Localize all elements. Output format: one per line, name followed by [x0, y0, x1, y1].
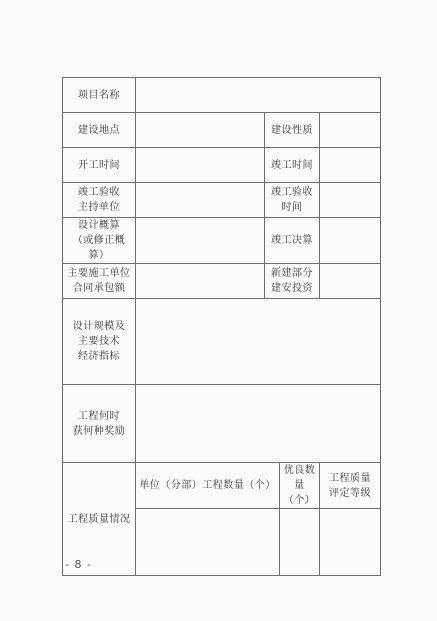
nature-field[interactable]: [320, 113, 381, 148]
contractor-label: 主要施工单位 合同承包额: [63, 264, 136, 299]
row-contract: [63, 264, 381, 299]
awards-field[interactable]: [136, 385, 381, 463]
acceptance-host-label: 竣工验收 主持单位: [63, 183, 136, 218]
row-location: [63, 113, 381, 148]
design-scale-field[interactable]: [136, 299, 381, 385]
excellent-count-label: 优良数量 （个）: [280, 463, 320, 509]
unit-count-label: 单位（分部）工程数量（个）: [136, 463, 280, 509]
final-accounts-label: 竣工决算: [265, 218, 320, 264]
page-number: - 8 -: [65, 558, 92, 571]
location-field[interactable]: [136, 113, 265, 148]
row-quality-header: [63, 463, 381, 509]
design-scale-label: 设计规模及 主要技术 经济指标: [63, 299, 136, 385]
acceptance-host-field[interactable]: [136, 183, 265, 218]
row-design-scale: [63, 299, 381, 385]
budget-label: 设计概算 （或修正概 算）: [63, 218, 136, 264]
quality-label: 工程质量情况: [63, 463, 136, 576]
row-project-name: [63, 78, 381, 113]
new-investment-label: 新建部分 建安投资: [265, 264, 320, 299]
completion-time-label: 竣工时间: [265, 148, 320, 183]
nature-label: 建设性质: [265, 113, 320, 148]
contractor-field[interactable]: [136, 264, 265, 299]
unit-count-field[interactable]: [136, 509, 280, 576]
start-time-field[interactable]: [136, 148, 265, 183]
acceptance-time-label: 竣工验收 时间: [265, 183, 320, 218]
quality-grade-field[interactable]: [320, 509, 381, 576]
row-budget: [63, 218, 381, 264]
excellent-count-field[interactable]: [280, 509, 320, 576]
awards-label: 工程何时 获何种奖励: [63, 385, 136, 463]
completion-time-field[interactable]: [320, 148, 381, 183]
project-name-label: 项目名称: [63, 78, 136, 113]
row-awards: [63, 385, 381, 463]
new-investment-field[interactable]: [320, 264, 381, 299]
location-label: 建设地点: [63, 113, 136, 148]
row-acceptance: [63, 183, 381, 218]
budget-field[interactable]: [136, 218, 265, 264]
project-name-field[interactable]: [136, 78, 381, 113]
start-time-label: 开工时间: [63, 148, 136, 183]
quality-grade-label: 工程质量 评定等级: [320, 463, 381, 509]
acceptance-time-field[interactable]: [320, 183, 381, 218]
row-times: [63, 148, 381, 183]
final-accounts-field[interactable]: [320, 218, 381, 264]
project-completion-form: [62, 77, 381, 576]
